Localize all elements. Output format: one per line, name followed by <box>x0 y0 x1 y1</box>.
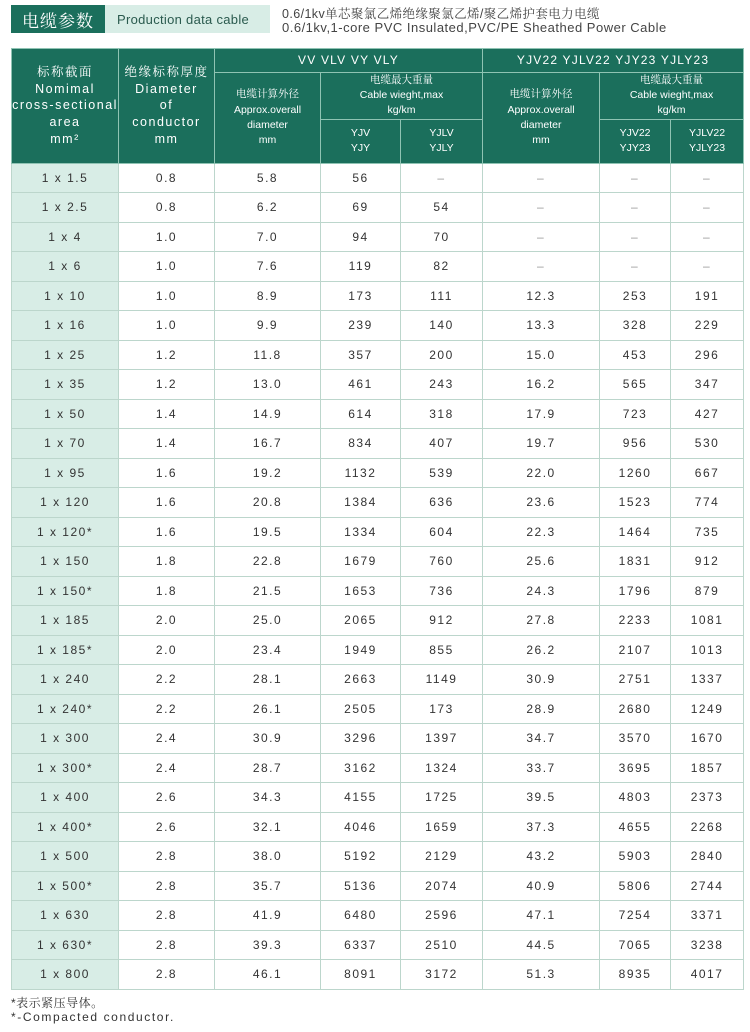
table-cell: 296 <box>671 340 744 370</box>
table-cell: 760 <box>401 547 483 577</box>
table-cell: 2373 <box>671 783 744 813</box>
table-cell: 13.3 <box>483 311 600 341</box>
table-cell: 1.6 <box>119 488 215 518</box>
table-cell: 26.2 <box>483 635 600 665</box>
table-cell: 47.1 <box>483 901 600 931</box>
table-row <box>12 547 744 577</box>
table-cell: 1 x 150 <box>12 547 119 577</box>
table-cell: 7.0 <box>215 222 321 252</box>
header-diameter-1: 电缆计算外径 Approx.overall diameter mm <box>215 73 321 164</box>
table-cell: 539 <box>401 458 483 488</box>
table-cell: 1 x 185 <box>12 606 119 636</box>
table-cell: 9.9 <box>215 311 321 341</box>
table-cell: 28.9 <box>483 694 600 724</box>
table-cell: 56 <box>321 163 401 193</box>
table-cell: 37.3 <box>483 812 600 842</box>
table-cell: 1 x 50 <box>12 399 119 429</box>
table-cell: 5806 <box>600 871 671 901</box>
table-cell: 1.0 <box>119 311 215 341</box>
table-cell: 1 x 1.5 <box>12 163 119 193</box>
table-cell: 200 <box>401 340 483 370</box>
table-row <box>12 222 744 252</box>
table-cell: 2680 <box>600 694 671 724</box>
table-cell: 14.9 <box>215 399 321 429</box>
table-row <box>12 812 744 842</box>
table-cell: 1857 <box>671 753 744 783</box>
table-cell: 1796 <box>600 576 671 606</box>
table-cell: – <box>600 222 671 252</box>
table-cell: – <box>483 252 600 282</box>
table-cell: 855 <box>401 635 483 665</box>
table-cell: 33.7 <box>483 753 600 783</box>
table-cell: 253 <box>600 281 671 311</box>
table-row <box>12 842 744 872</box>
table-cell: – <box>600 252 671 282</box>
table-row <box>12 694 744 724</box>
table-cell: 82 <box>401 252 483 282</box>
table-cell: 565 <box>600 370 671 400</box>
table-cell: 1132 <box>321 458 401 488</box>
table-cell: 8.9 <box>215 281 321 311</box>
table-cell: 2233 <box>600 606 671 636</box>
table-cell: 347 <box>671 370 744 400</box>
table-cell: 723 <box>600 399 671 429</box>
table-row <box>12 281 744 311</box>
table-cell: 119 <box>321 252 401 282</box>
table-cell: 16.7 <box>215 429 321 459</box>
table-row <box>12 429 744 459</box>
table-cell: 22.0 <box>483 458 600 488</box>
table-cell: 35.7 <box>215 871 321 901</box>
table-cell: 2.8 <box>119 842 215 872</box>
table-row <box>12 901 744 931</box>
table-cell: – <box>671 163 744 193</box>
table-cell: 407 <box>401 429 483 459</box>
header-thickness: 绝缘标称厚度 Diameter of conductor mm <box>119 49 215 164</box>
table-cell: 2840 <box>671 842 744 872</box>
table-cell: – <box>401 163 483 193</box>
table-row <box>12 576 744 606</box>
table-cell: 912 <box>401 606 483 636</box>
table-cell: 7.6 <box>215 252 321 282</box>
table-cell: 1.6 <box>119 517 215 547</box>
table-cell: 3570 <box>600 724 671 754</box>
table-cell: 2.6 <box>119 812 215 842</box>
table-cell: 69 <box>321 193 401 223</box>
table-cell: 1 x 500 <box>12 842 119 872</box>
table-cell: – <box>671 193 744 223</box>
table-cell: – <box>483 163 600 193</box>
table-cell: 2268 <box>671 812 744 842</box>
table-cell: 1659 <box>401 812 483 842</box>
table-cell: 2.8 <box>119 960 215 990</box>
table-row <box>12 517 744 547</box>
table-cell: 40.9 <box>483 871 600 901</box>
table-cell: 736 <box>401 576 483 606</box>
table-cell: 1 x 120 <box>12 488 119 518</box>
table-row <box>12 163 744 193</box>
table-cell: 1 x 95 <box>12 458 119 488</box>
table-cell: 1725 <box>401 783 483 813</box>
table-cell: 173 <box>321 281 401 311</box>
table-cell: 5192 <box>321 842 401 872</box>
table-cell: 32.1 <box>215 812 321 842</box>
table-row <box>12 753 744 783</box>
table-cell: 1384 <box>321 488 401 518</box>
header-sub-yjv22: YJV22 YJY23 <box>600 119 671 163</box>
table-cell: 1 x 120* <box>12 517 119 547</box>
table-cell: 1 x 630* <box>12 930 119 960</box>
table-cell: 1 x 16 <box>12 311 119 341</box>
table-cell: 4655 <box>600 812 671 842</box>
table-cell: 357 <box>321 340 401 370</box>
table-row <box>12 399 744 429</box>
table-cell: 8935 <box>600 960 671 990</box>
table-cell: 1149 <box>401 665 483 695</box>
table-cell: 3172 <box>401 960 483 990</box>
table-cell: 1 x 240* <box>12 694 119 724</box>
table-cell: 1523 <box>600 488 671 518</box>
table-cell: 1 x 630 <box>12 901 119 931</box>
table-cell: 1 x 400 <box>12 783 119 813</box>
table-row <box>12 606 744 636</box>
table-cell: 2.8 <box>119 871 215 901</box>
table-cell: 604 <box>401 517 483 547</box>
table-row <box>12 488 744 518</box>
table-cell: 16.2 <box>483 370 600 400</box>
table-cell: 1 x 70 <box>12 429 119 459</box>
table-body <box>12 163 744 989</box>
table-cell: 4803 <box>600 783 671 813</box>
table-cell: 24.3 <box>483 576 600 606</box>
table-cell: 6.2 <box>215 193 321 223</box>
table-cell: 19.2 <box>215 458 321 488</box>
table-cell: 4046 <box>321 812 401 842</box>
table-cell: 735 <box>671 517 744 547</box>
table-cell: 2065 <box>321 606 401 636</box>
table-cell: 667 <box>671 458 744 488</box>
table-cell: 879 <box>671 576 744 606</box>
table-cell: 6337 <box>321 930 401 960</box>
table-cell: 1 x 4 <box>12 222 119 252</box>
table-row <box>12 871 744 901</box>
table-cell: 2074 <box>401 871 483 901</box>
header-group-vv: VV VLV VY VLY <box>215 49 483 73</box>
table-cell: 39.5 <box>483 783 600 813</box>
table-cell: 774 <box>671 488 744 518</box>
table-cell: 22.3 <box>483 517 600 547</box>
table-cell: 1.8 <box>119 576 215 606</box>
table-cell: 51.3 <box>483 960 600 990</box>
table-cell: 39.3 <box>215 930 321 960</box>
table-cell: – <box>600 163 671 193</box>
table-cell: 20.8 <box>215 488 321 518</box>
table-cell: 30.9 <box>483 665 600 695</box>
table-cell: 2.2 <box>119 694 215 724</box>
table-cell: 956 <box>600 429 671 459</box>
table-cell: 191 <box>671 281 744 311</box>
table-cell: 1.0 <box>119 252 215 282</box>
table-cell: 453 <box>600 340 671 370</box>
table-cell: 2663 <box>321 665 401 695</box>
table-cell: 1.8 <box>119 547 215 577</box>
table-cell: 1 x 35 <box>12 370 119 400</box>
table-cell: 1.2 <box>119 370 215 400</box>
table-cell: 27.8 <box>483 606 600 636</box>
table-cell: – <box>600 193 671 223</box>
table-cell: 318 <box>401 399 483 429</box>
table-cell: 34.7 <box>483 724 600 754</box>
table-cell: 70 <box>401 222 483 252</box>
table-cell: 3695 <box>600 753 671 783</box>
table-cell: 1397 <box>401 724 483 754</box>
table-cell: 2.6 <box>119 783 215 813</box>
table-cell: 2.2 <box>119 665 215 695</box>
table-cell: 4017 <box>671 960 744 990</box>
table-cell: 3371 <box>671 901 744 931</box>
table-cell: 41.9 <box>215 901 321 931</box>
table-cell: 1949 <box>321 635 401 665</box>
footnote-cn: *表示紧压导体。 <box>11 996 104 1010</box>
table-cell: 427 <box>671 399 744 429</box>
table-cell: 1260 <box>600 458 671 488</box>
table-cell: 3238 <box>671 930 744 960</box>
table-cell: 2596 <box>401 901 483 931</box>
table-cell: 1670 <box>671 724 744 754</box>
section-tag: 电缆参数 <box>11 5 105 33</box>
table-row <box>12 665 744 695</box>
table-cell: 21.5 <box>215 576 321 606</box>
table-cell: 1 x 500* <box>12 871 119 901</box>
table-cell: 1081 <box>671 606 744 636</box>
table-cell: 4155 <box>321 783 401 813</box>
table-cell: 912 <box>671 547 744 577</box>
table-cell: 11.8 <box>215 340 321 370</box>
table-cell: 1 x 25 <box>12 340 119 370</box>
table-cell: 25.6 <box>483 547 600 577</box>
table-cell: 2.8 <box>119 901 215 931</box>
table-row <box>12 458 744 488</box>
cable-data-table <box>11 48 744 990</box>
table-row <box>12 311 744 341</box>
table-cell: 328 <box>600 311 671 341</box>
table-row <box>12 635 744 665</box>
table-cell: 3162 <box>321 753 401 783</box>
table-cell: 1 x 300 <box>12 724 119 754</box>
table-cell: 2129 <box>401 842 483 872</box>
table-cell: 2107 <box>600 635 671 665</box>
table-row <box>12 252 744 282</box>
cable-title-en: 0.6/1kv,1-core PVC Insulated,PVC/PE Sheathed Power Cable <box>282 20 667 35</box>
table-cell: 1 x 2.5 <box>12 193 119 223</box>
table-cell: 1.4 <box>119 399 215 429</box>
table-row <box>12 724 744 754</box>
table-row <box>12 783 744 813</box>
table-cell: 2.4 <box>119 753 215 783</box>
table-cell: 461 <box>321 370 401 400</box>
table-cell: 38.0 <box>215 842 321 872</box>
table-cell: 1.2 <box>119 340 215 370</box>
table-cell: 3296 <box>321 724 401 754</box>
header-sub-yjv: YJV YJY <box>321 119 401 163</box>
table-cell: 530 <box>671 429 744 459</box>
table-cell: 2751 <box>600 665 671 695</box>
header-sub-yjlv22: YJLV22 YJLY23 <box>671 119 744 163</box>
table-cell: 1.0 <box>119 222 215 252</box>
table-cell: 7254 <box>600 901 671 931</box>
table-cell: 28.1 <box>215 665 321 695</box>
table-cell: 1013 <box>671 635 744 665</box>
table-row <box>12 960 744 990</box>
header-weight-2: 电缆最大重量 Cable wieght,max kg/km <box>600 73 744 120</box>
table-cell: 0.8 <box>119 163 215 193</box>
table-cell: 43.2 <box>483 842 600 872</box>
table-row <box>12 193 744 223</box>
table-cell: 2505 <box>321 694 401 724</box>
cable-title-cn: 0.6/1kv单芯聚氯乙烯绝缘聚氯乙烯/聚乙烯护套电力电缆 <box>282 7 600 21</box>
table-cell: 34.3 <box>215 783 321 813</box>
table-cell: 1337 <box>671 665 744 695</box>
table-cell: 17.9 <box>483 399 600 429</box>
table-cell: 1 x 300* <box>12 753 119 783</box>
table-cell: 1.0 <box>119 281 215 311</box>
table-cell: 1324 <box>401 753 483 783</box>
table-cell: 5903 <box>600 842 671 872</box>
table-cell: 26.1 <box>215 694 321 724</box>
table-cell: 173 <box>401 694 483 724</box>
table-cell: 1831 <box>600 547 671 577</box>
table-cell: 13.0 <box>215 370 321 400</box>
table-cell: 15.0 <box>483 340 600 370</box>
table-cell: 94 <box>321 222 401 252</box>
table-cell: 1 x 800 <box>12 960 119 990</box>
table-cell: 44.5 <box>483 930 600 960</box>
table-cell: 1 x 10 <box>12 281 119 311</box>
table-cell: 8091 <box>321 960 401 990</box>
header-group-yjv22: YJV22 YJLV22 YJY23 YJLY23 <box>483 49 744 73</box>
table-cell: 1249 <box>671 694 744 724</box>
table-cell: 19.7 <box>483 429 600 459</box>
table-cell: 111 <box>401 281 483 311</box>
table-cell: 0.8 <box>119 193 215 223</box>
table-cell: 243 <box>401 370 483 400</box>
header-weight-1: 电缆最大重量 Cable wieght,max kg/km <box>321 73 483 120</box>
table-cell: 229 <box>671 311 744 341</box>
table-cell: 2510 <box>401 930 483 960</box>
header-diameter-2: 电缆计算外径 Approx.overall diameter mm <box>483 73 600 164</box>
table-row <box>12 340 744 370</box>
table-cell: 5136 <box>321 871 401 901</box>
table-cell: – <box>483 193 600 223</box>
table-cell: 834 <box>321 429 401 459</box>
table-cell: 614 <box>321 399 401 429</box>
table-cell: 1 x 6 <box>12 252 119 282</box>
table-cell: 23.4 <box>215 635 321 665</box>
table-cell: 1464 <box>600 517 671 547</box>
table-cell: 2744 <box>671 871 744 901</box>
table-cell: 1 x 400* <box>12 812 119 842</box>
table-cell: 2.8 <box>119 930 215 960</box>
table-cell: 1679 <box>321 547 401 577</box>
table-cell: 46.1 <box>215 960 321 990</box>
table-cell: 1334 <box>321 517 401 547</box>
table-cell: 23.6 <box>483 488 600 518</box>
footnote-en: *-Compacted conductor. <box>11 1010 175 1024</box>
table-cell: – <box>671 222 744 252</box>
table-cell: 25.0 <box>215 606 321 636</box>
header-area: 标称截面 Nomimal cross-sectional area mm² <box>12 49 119 164</box>
table-cell: 2.4 <box>119 724 215 754</box>
table-cell: 239 <box>321 311 401 341</box>
table-cell: 2.0 <box>119 606 215 636</box>
table-cell: 5.8 <box>215 163 321 193</box>
table-cell: – <box>483 222 600 252</box>
table-cell: 28.7 <box>215 753 321 783</box>
table-cell: – <box>671 252 744 282</box>
table-row <box>12 370 744 400</box>
table-cell: 22.8 <box>215 547 321 577</box>
table-cell: 12.3 <box>483 281 600 311</box>
page-header <box>0 0 750 44</box>
table-cell: 1 x 240 <box>12 665 119 695</box>
table-cell: 1 x 150* <box>12 576 119 606</box>
table-cell: 2.0 <box>119 635 215 665</box>
table-cell: 140 <box>401 311 483 341</box>
table-cell: 1 x 185* <box>12 635 119 665</box>
header-sub-yjlv: YJLV YJLY <box>401 119 483 163</box>
table-cell: 7065 <box>600 930 671 960</box>
table-cell: 1.4 <box>119 429 215 459</box>
table-cell: 30.9 <box>215 724 321 754</box>
section-subtag: Production data cable <box>105 5 270 33</box>
table-cell: 6480 <box>321 901 401 931</box>
table-cell: 636 <box>401 488 483 518</box>
table-cell: 19.5 <box>215 517 321 547</box>
table-cell: 1653 <box>321 576 401 606</box>
table-cell: 54 <box>401 193 483 223</box>
table-cell: 1.6 <box>119 458 215 488</box>
table-row <box>12 930 744 960</box>
